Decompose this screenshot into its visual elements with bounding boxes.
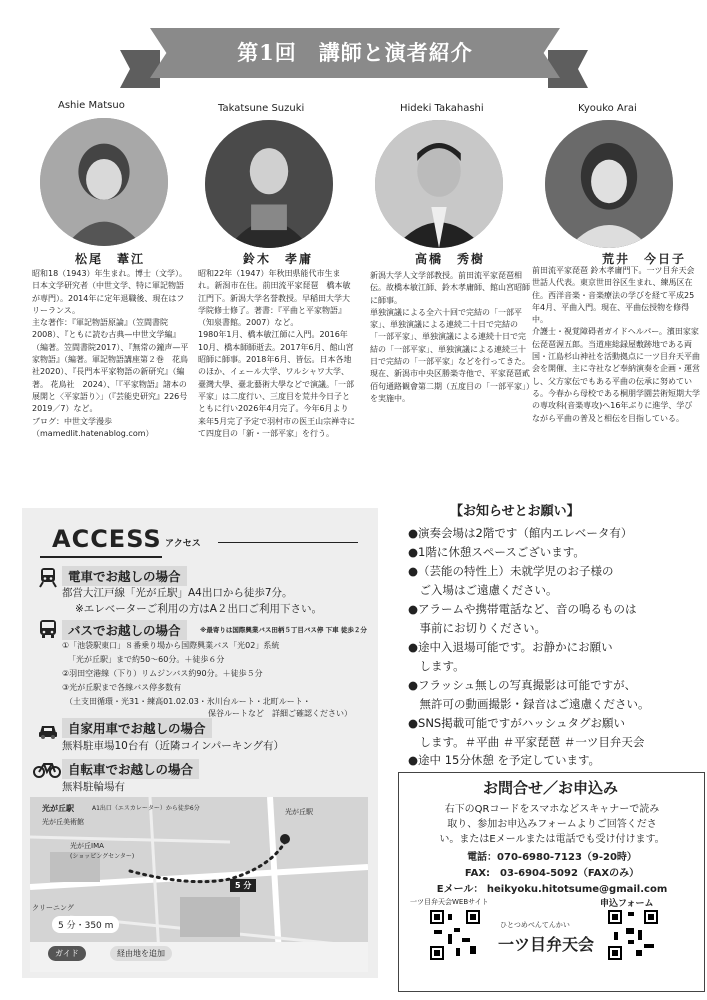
notice-item-5: ●アラームや携帯電話など、音の鳴るものは <box>408 602 637 616</box>
speaker-3-photo <box>375 120 503 248</box>
organization-logo: 一ツ目弁天会 <box>498 935 595 954</box>
speaker-1-photo <box>40 118 168 246</box>
bus-line-5: （土支田循環・光31・練高01.02.03・氷川台ルート・北町ルート・ <box>65 697 311 706</box>
speaker-2-bio-p1: 昭和22年（1947）年秋田県能代市生まれ。新潟市在住。前田流平家琵琶 橋本敏江門下。新潟大学名誉教授。早稲田大学大学院修士修了。著書：『平曲と平家物語』（知泉書館。2007）など。 <box>198 269 351 328</box>
speaker-1-bio-p1: 昭和18（1943）年生まれ。博士（文学）。日本文学研究者（中世文学、特に軍記物語が専門）。2014年に定年退職後、現在はフリーランス。 <box>32 269 188 315</box>
map-ima-label: 光が丘IMA <box>70 842 104 850</box>
map-station-label: 光が丘駅 <box>42 804 74 813</box>
map-guide-button[interactable]: ガイド <box>48 946 86 961</box>
bus-line-6: 保谷ルートなど 詳細ご確認ください） <box>208 709 352 718</box>
speaker-2-bio-p2: 1980年1月、橋本敏江師に入門。2016年10月、橋本師師逝去。2017年6月、館山宮昭師に師事。2018年6月、皆伝。日本各地のほか、イェール大学、ワルシャワ大学、臺灣大學、臺北藝術大學などで演議。「一部平家」は二度行い、三度目を荒井今日子とともに行い2026年4月完了。今年6月より来年5月完了予定で羽村市の医王山宗禅寺にて四度目の「新・一部平家」を行う。 <box>198 330 356 438</box>
speaker-4-bio-p2: 介護士・視覚障碍者ガイドヘルパー。濱田家家伝琵琶渥五郎。当道座総録屋敷跡地である両国・江島杉山神社を活動拠点に一ツ目弁天平曲会を開催、主に寺社など奉納演奏を企画・運営し、父方家伝でもある平曲の伝承に努めている。今春から母校である桐朋学園芸術短期大学の専攻科(音楽専攻)へ16年ぶりに進学、学びながら平曲の普及と相伝を目指している。 <box>532 327 700 423</box>
speaker-3-english-name: Hideki Takahashi <box>400 103 484 114</box>
map-add-stop-button[interactable]: 経由地を追加 <box>110 946 172 961</box>
access-underline <box>40 556 162 558</box>
speaker-3-bio-p3: 現在、新潟市中央区勝楽寺他で、平家琵琶貳佰句通路観會第二期（五度目の「一部平家」）を実施中。 <box>370 369 530 403</box>
notice-item-2: ●1階に休憩スペースございます。 <box>408 545 585 559</box>
notice-item-10: 無許可の動画撮影・録音はご遠慮ください。 <box>408 697 650 711</box>
bus-line-1: ①「池袋駅東口」８番乗り場から国際興業バス「光02」系統 <box>62 641 280 650</box>
notice-item-6: 事前にお切りください。 <box>408 621 546 635</box>
logo-kana: ひとつめべんてんかい <box>500 921 570 929</box>
map-museum-label: 光が丘美術館 <box>42 818 84 826</box>
speaker-2-name: 鈴木 孝庸 <box>243 252 314 266</box>
bike-heading: 自転車でお越しの場合 <box>62 759 199 779</box>
speaker-1-english-name: Ashie Matsuo <box>58 100 125 111</box>
bicycle-icon <box>32 758 62 780</box>
contact-fax: FAX: 03-6904-5092（FAXのみ） <box>464 868 640 879</box>
notice-item-1: ●演奏会場は2階です（館内エレベータ有） <box>408 526 633 540</box>
notice-item-13: ●途中 15分休憩 を予定しています。 <box>408 753 601 767</box>
speaker-4-name: 荒井 今日子 <box>602 252 687 266</box>
speaker-3-bio <box>370 270 532 405</box>
bus-heading: バスでお越しの場合 <box>62 620 187 640</box>
speaker-3-name: 高橋 秀樹 <box>415 252 486 266</box>
contact-title: お問合せ／お申込み <box>482 779 618 797</box>
contact-email[interactable]: Eメール： heikyoku.hitotsume@gmail.com <box>436 884 668 895</box>
train-line-2: ※エレベーターご利用の方はA２出口ご利用下さい。 <box>75 603 322 615</box>
speaker-2-english-name: Takatsune Suzuki <box>218 103 305 114</box>
map-walk-badge: 5 分 <box>230 879 256 892</box>
bike-line-1: 無料駐輪場有 <box>62 781 125 793</box>
contact-tel[interactable]: 電話：070-6980-7123（9-20時） <box>467 852 637 863</box>
notice-item-9: ●フラッシュ無しの写真撮影は可能ですが、 <box>408 678 637 692</box>
car-icon <box>37 720 59 742</box>
notice-item-4: ご入場はご遠慮ください。 <box>408 583 558 597</box>
web-site-label: 一ツ目弁天会WEBサイト <box>410 898 489 906</box>
speaker-4-english-name: Kyouko Arai <box>578 103 637 114</box>
bus-line-3: ②羽田空港線（下り）リムジンバス約90分。＋徒歩５分 <box>62 669 263 678</box>
form-label: 申込フォーム <box>600 899 654 909</box>
access-rule <box>218 542 358 543</box>
form-qr-code[interactable] <box>608 910 658 960</box>
speaker-1-bio-p2: 主な著作：『軍記物語原論』（笠間書院 2008）、『ともに読む古典—中世文学編』（編著。笠間書院2017）、『無常の鐘声—平家物語』（編著。軍記物語講座第２巻 花鳥社2020）、『長門本平家物語の新研究』（編著。 花鳥社 2024）、「『平家物語』諸本の展開と〈平家語り〉」（『芸能史研究』226号 2019／7）など。 <box>32 318 196 414</box>
website-qr-code[interactable] <box>430 910 480 960</box>
notice-title: 【お知らせとお願い】 <box>450 504 580 519</box>
speaker-3-bio-p1: 新潟大学人文学部教授。前田流平家琵琶相伝。故橋本敏江師、鈴木孝庸師、館山宮昭師に師事。 <box>370 271 530 305</box>
speaker-4-photo <box>545 120 673 248</box>
map-destination-label: 光が丘駅 <box>285 808 313 816</box>
train-line-1: 都営大江戸線「光が丘駅」A4出口から徒歩7分。 <box>62 587 293 599</box>
page-title: 第1回 講師と演者紹介 <box>237 40 473 65</box>
notice-item-3: ●（芸能の特性上）未就学児のお子様の <box>408 564 614 578</box>
route-map[interactable] <box>30 797 368 972</box>
contact-line-3: い。またはEメールまたは電話でも受け付けます。 <box>439 834 665 845</box>
train-heading: 電車でお越しの場合 <box>62 566 187 586</box>
notice-item-11: ●SNS掲載可能ですがハッシュタグお願い <box>408 716 626 730</box>
bus-note: ※最寄りは国際興業バス田柄５丁目バス停 下車 徒歩２分 <box>200 626 367 634</box>
notice-item-8: します。 <box>408 659 465 673</box>
speaker-3-bio-p2: 単独演議による全六十回で完結の「一部平家」、単独演議による連続二十日で完結の「一部平家」、単独演議による連続十日で完結の「一部平家」、単独演議による連続三十日で完結の「一部平家」などを行ってきた。 <box>370 307 530 367</box>
bus-line-4: ③光が丘駅まで各線バス停多数有 <box>62 683 182 692</box>
bus-line-2: 「光が丘駅」まで約50〜60分。＋徒歩６分 <box>68 655 225 664</box>
speaker-1-bio-p3: ブログ：中世文学漫歩（mamedlit.hatenablog.com） <box>32 416 154 438</box>
speaker-4-bio-p1: 前田流平家琵琶 鈴木孝庸門下。一ツ目弁天会世話人代表。東京世田谷区生まれ、練馬区在住。西洋音楽・音楽療法の学びを経て平成25年4月、平曲入門。現在、平曲伝授物を修得中。 <box>532 266 695 325</box>
train-icon <box>37 566 59 588</box>
notice-item-7: ●途中入退場可能です。お静かにお願い <box>408 640 613 654</box>
speaker-1-name: 松尾 葦江 <box>75 252 146 266</box>
car-line-1: 無料駐車場10台有（近隣コインパーキング有） <box>62 740 284 752</box>
access-subtitle: アクセス <box>165 539 201 549</box>
contact-line-1: 右下のQRコードをスマホなどスキャナーで読み <box>444 804 660 815</box>
map-walk-time: 5 分・350 m <box>52 916 119 933</box>
contact-line-2: 取り、参加お申込みフォームよりご回答くださ <box>447 819 657 830</box>
speaker-2-bio <box>198 268 356 440</box>
map-ima-sub-label: (ショッピングセンター) <box>70 853 135 860</box>
access-title: ACCESS <box>52 525 162 553</box>
notice-item-12: します。＃平曲 ＃平家琵琶 ＃一ツ目弁天会 <box>408 735 645 749</box>
bus-icon <box>37 618 59 640</box>
speaker-1-bio <box>32 268 196 440</box>
speaker-2-photo <box>205 120 333 248</box>
map-cleaning-label: クリーニング <box>32 904 74 912</box>
car-heading: 自家用車でお越しの場合 <box>62 718 212 738</box>
map-exit-label: A1出口（エスカレーター）から徒歩6分 <box>92 805 200 812</box>
speaker-4-bio <box>532 265 700 425</box>
